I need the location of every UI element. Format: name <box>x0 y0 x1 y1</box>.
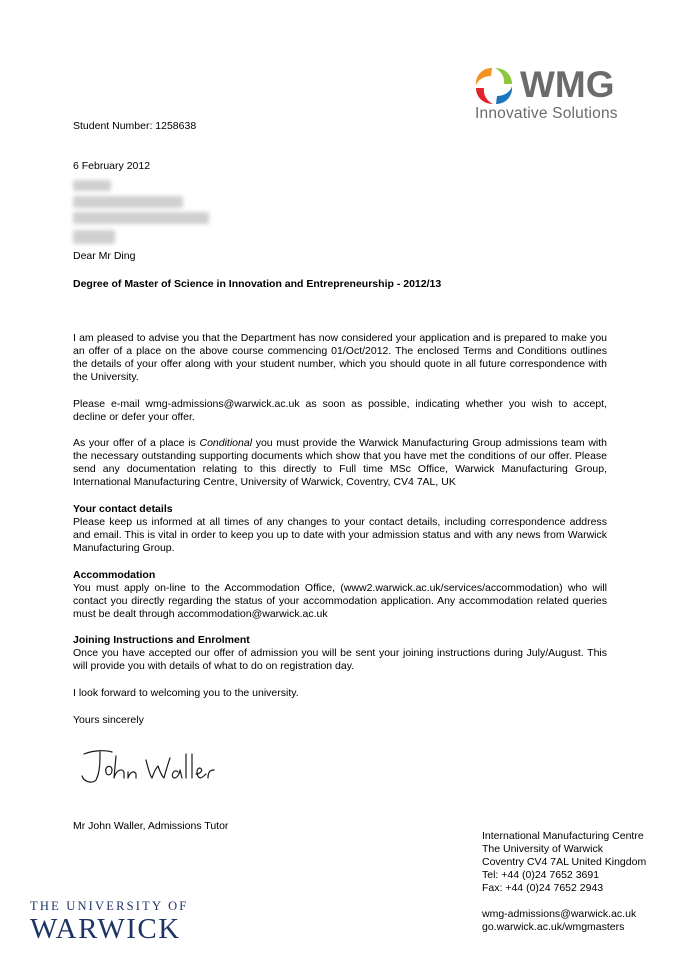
joining-body: Once you have accepted our offer of admission you will be sent your joining instructions during July/August. This will provide you with details of what to do on registration day. <box>73 647 607 672</box>
address-fax: Fax: +44 (0)24 7652 2943 <box>482 882 604 894</box>
signature <box>74 742 224 788</box>
address-line: International Manufacturing Centre <box>482 830 644 842</box>
conditional-emphasis: Conditional <box>199 437 253 449</box>
section-contact <box>73 503 607 555</box>
accommodation-heading: Accommodation <box>73 569 156 581</box>
letter-date: 6 February 2012 <box>73 160 151 172</box>
wmg-logo <box>472 64 667 124</box>
paragraph-offer: I am pleased to advise you that the Department has now considered your application and is prepared to make you an offer of a place on the above course commencing 01/Oct/2012. The enclosed Terms and Conditions outlines the details of your offer along with your student number, which you should quote in all future correspondence with the University. <box>73 332 607 383</box>
signoff: Yours sincerely <box>73 714 144 726</box>
wmg-logo-tagline: Innovative Solutions <box>475 105 618 122</box>
contact-heading: Your contact details <box>73 503 173 515</box>
closing-line: I look forward to welcoming you to the university. <box>73 687 299 699</box>
wmg-swirl-icon <box>472 64 518 108</box>
address-web: go.warwick.ac.uk/wmgmasters <box>482 921 625 933</box>
joining-heading: Joining Instructions and Enrolment <box>73 634 250 646</box>
section-joining <box>73 634 607 673</box>
conditional-text-start: As your offer of a place is <box>73 437 200 449</box>
accommodation-body: You must apply on-line to the Accommodation Office, (www2.warwick.ac.uk/services/accommodation) who will contact you directly regarding the status of your accommodation application. Any accommodation related queries must be dealt through accommodation@warwick.ac.uk <box>73 582 607 620</box>
warwick-logo <box>30 899 190 945</box>
paragraph-conditional <box>73 437 607 489</box>
address-phone: Tel: +44 (0)24 7652 3691 <box>482 869 600 881</box>
warwick-logo-top: THE UNIVERSITY OF <box>30 899 189 913</box>
wmg-logo-text: WMG <box>520 64 615 105</box>
signatory: Mr John Waller, Admissions Tutor <box>73 820 229 832</box>
contact-body: Please keep us informed at all times of any changes to your contact details, including correspondence address and email. This is vital in order to keep you up to date with your admission status and with any news from Warwick Manufacturing Group. <box>73 516 607 554</box>
section-accommodation <box>73 569 607 621</box>
address-line: The University of Warwick <box>482 843 603 855</box>
student-number: Student Number: 1258638 <box>73 120 197 132</box>
address-line: Coventry CV4 7AL United Kingdom <box>482 856 647 868</box>
subject-line: Degree of Master of Science in Innovation and Entrepreneurship - 2012/13 <box>73 278 442 290</box>
paragraph-email: Please e-mail wmg-admissions@warwick.ac.uk as soon as possible, indicating whether you wish to accept, decline or defer your offer. <box>73 398 607 423</box>
conditional-text-end: you must provide the Warwick Manufacturing Group admissions team with the necessary outstanding supporting documents which show that you have met the conditions of our offer. Please send any documentation relating to this directly to Full time MSc Office, Warwick Manufacturing Group, International Manufacturing Centre, University of Warwick, Coventry, CV4 7AL, UK <box>73 437 607 488</box>
salutation: Dear Mr Ding <box>73 250 136 262</box>
warwick-logo-name: WARWICK <box>30 913 181 945</box>
address-block <box>482 830 672 934</box>
address-email: wmg-admissions@warwick.ac.uk <box>482 908 637 920</box>
